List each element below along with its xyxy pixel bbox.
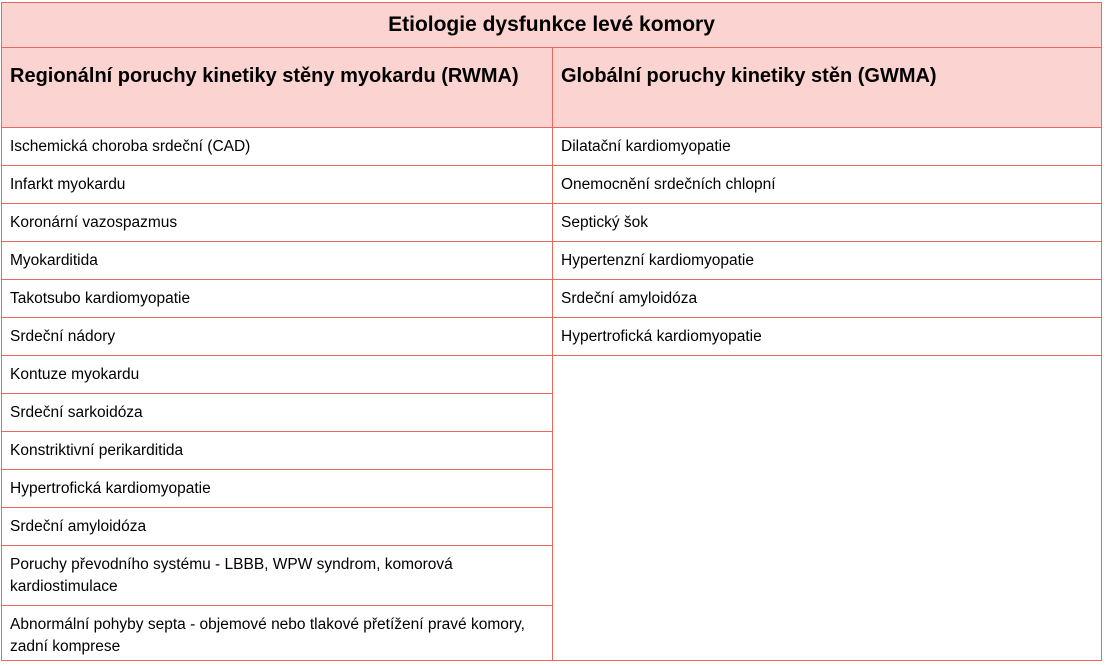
rwma-column [2,128,553,660]
rwma-cell: Srdeční nádory [2,318,552,356]
gwma-cell: Srdeční amyloidóza [553,280,1101,318]
gwma-cell: Septický šok [553,204,1101,242]
rwma-cell: Kontuze myokardu [2,356,552,394]
rwma-cell: Poruchy převodního systému - LBBB, WPW syndrom, komorová kardiostimulace [2,546,552,606]
gwma-cell: Dilatační kardiomyopatie [553,128,1101,166]
rwma-column-header: Regionální poruchy kinetiky stěny myokardu (RWMA) [2,48,553,127]
rwma-cell: Srdeční sarkoidóza [2,394,552,432]
rwma-cell: Ischemická choroba srdeční (CAD) [2,128,552,166]
table-title: Etiologie dysfunkce levé komory [2,3,1101,48]
table-header-row [2,48,1101,128]
rwma-cell: Konstriktivní perikarditida [2,432,552,470]
gwma-column-header: Globální poruchy kinetiky stěn (GWMA) [561,65,937,87]
gwma-cell: Hypertrofická kardiomyopatie [553,318,1101,356]
gwma-cell: Hypertenzní kardiomyopatie [553,242,1101,280]
rwma-cell: Myokarditida [2,242,552,280]
rwma-cell: Takotsubo kardiomyopatie [2,280,552,318]
gwma-cell: Onemocnění srdečních chlopní [553,166,1101,204]
rwma-cell: Abnormální pohyby septa - objemové nebo tlakové přetížení pravé komory, zadní komprese [10,616,525,655]
gwma-column [553,128,1101,356]
rwma-cell: Infarkt myokardu [2,166,552,204]
rwma-cell: Hypertrofická kardiomyopatie [2,470,552,508]
rwma-cell: Srdeční amyloidóza [2,508,552,546]
rwma-cell: Koronární vazospazmus [2,204,552,242]
etiology-table [1,2,1102,661]
